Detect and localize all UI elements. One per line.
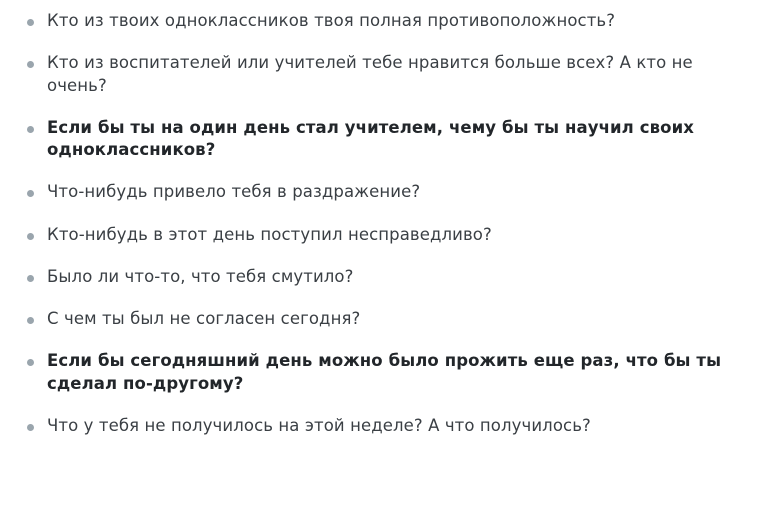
bullet-icon: [27, 190, 34, 197]
list-item: [22, 117, 741, 162]
question-text: Что у тебя не получилось на этой неделе? А что получилось?: [47, 415, 591, 435]
question-text: Кто из воспитателей или учителей тебе нравится больше всех? А кто не очень?: [47, 53, 693, 95]
list-item: [22, 10, 741, 32]
bullet-icon: [27, 233, 34, 240]
question-list: [22, 10, 741, 437]
list-item: [22, 181, 741, 203]
list-item: [22, 266, 741, 288]
bullet-icon: [27, 61, 34, 68]
list-item: [22, 308, 741, 330]
question-text: Если бы сегодняшний день можно было прожить еще раз, что бы ты сделал по-другому?: [47, 351, 722, 393]
bullet-icon: [27, 424, 34, 431]
question-text: Кто-нибудь в этот день поступил несправедливо?: [47, 224, 492, 244]
question-text: Если бы ты на один день стал учителем, чему бы ты научил своих одноклассников?: [47, 117, 694, 160]
question-text: Было ли что-то, что тебя смутило?: [47, 266, 354, 286]
list-item: [22, 224, 741, 246]
bullet-icon: [27, 317, 34, 324]
list-item: [22, 52, 741, 97]
question-text: С чем ты был не согласен сегодня?: [47, 309, 361, 329]
bullet-icon: [27, 126, 34, 133]
bullet-icon: [27, 275, 34, 282]
list-item: [22, 415, 741, 437]
bullet-icon: [27, 359, 34, 366]
question-text: Что-нибудь привело тебя в раздражение?: [47, 182, 421, 202]
bullet-icon: [27, 19, 34, 26]
question-text: Кто из твоих одноклассников твоя полная противоположность?: [47, 11, 616, 30]
list-item: [22, 350, 741, 395]
